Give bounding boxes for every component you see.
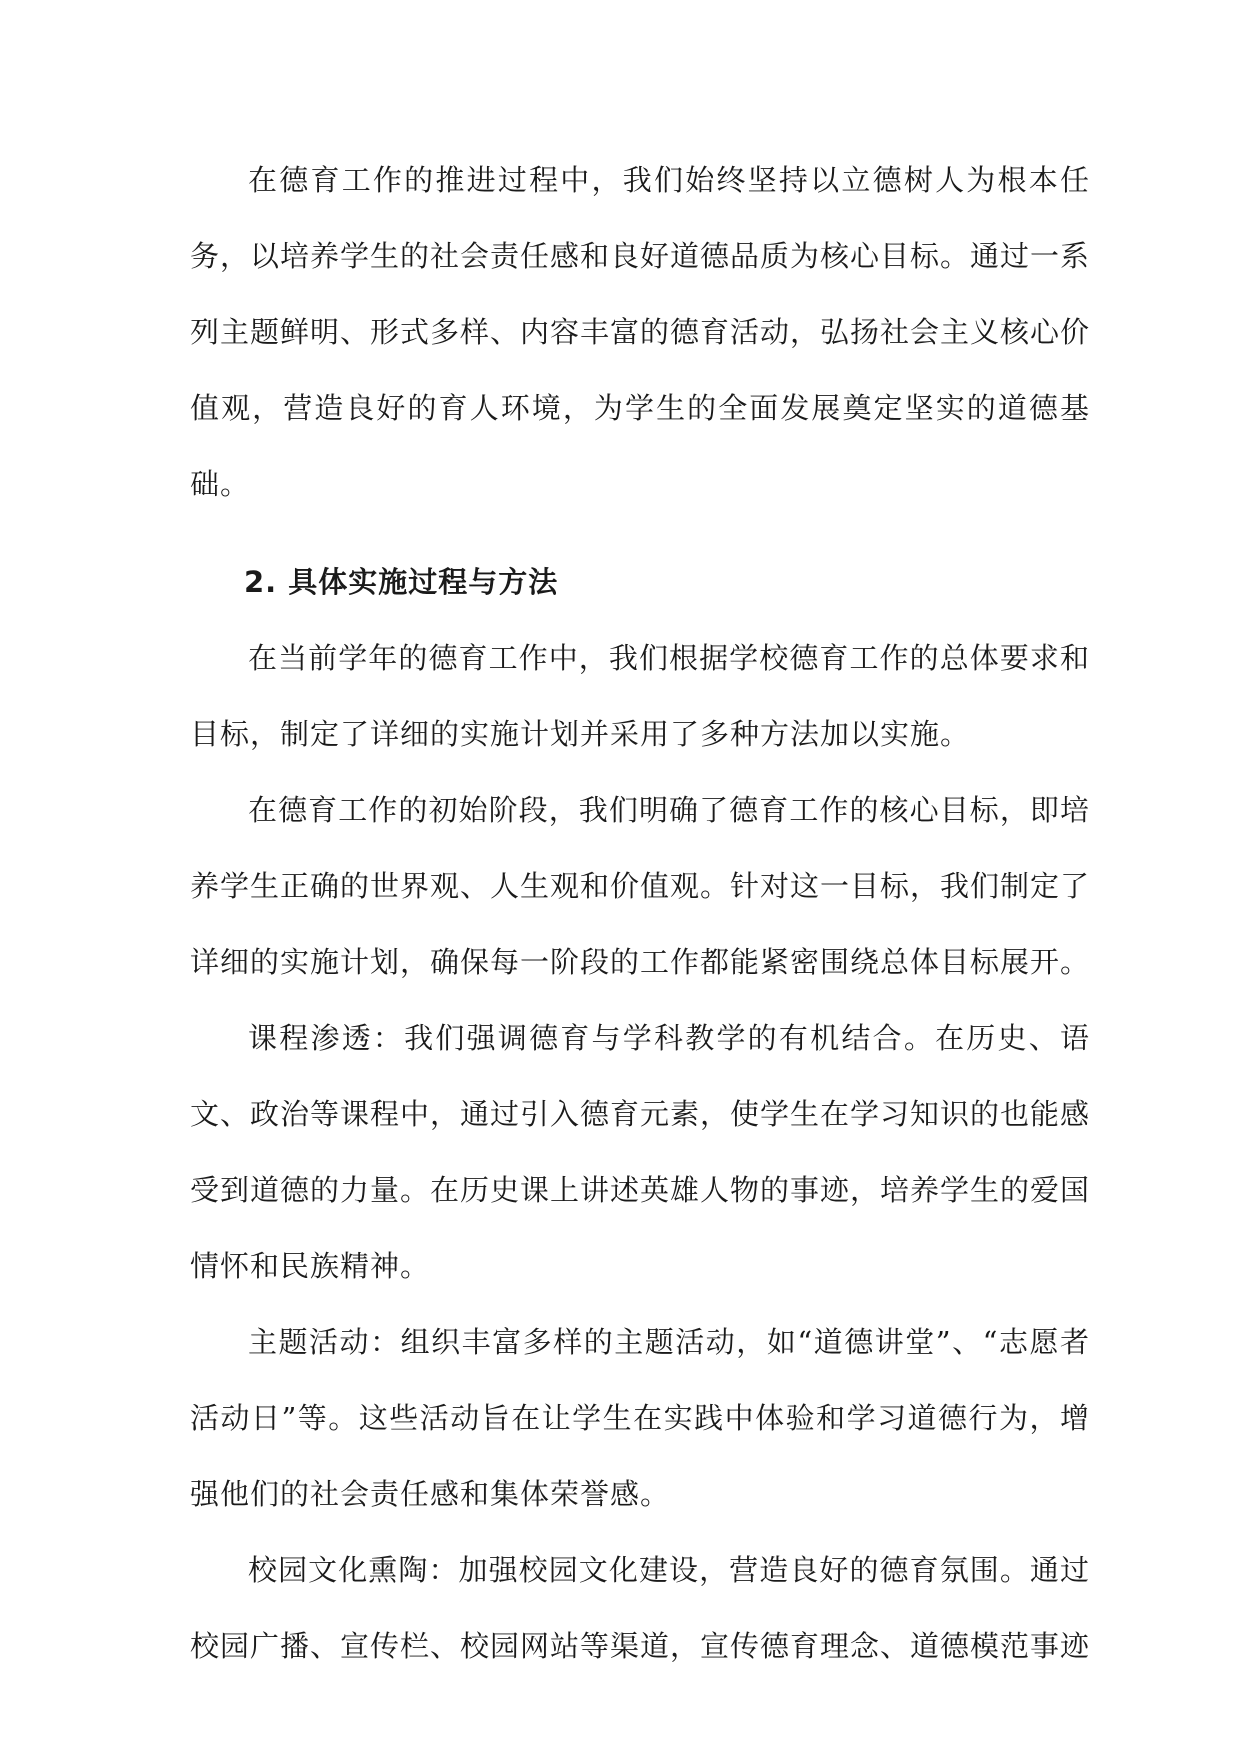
paragraph-course-integration: 课程渗透：我们强调德育与学科教学的有机结合。在历史、语文、政治等课程中，通过引入德育元素，使学生在学习知识的也能感受到道德的力量。在历史课上讲述英雄人物的事迹，培养学生的爱国情怀和民族精神。 (190, 1021, 1091, 1283)
document-body (190, 142, 1090, 1684)
section-heading: 2. 具体实施过程与方法 (244, 565, 559, 599)
paragraph-campus-culture: 校园文化熏陶：加强校园文化建设，营造良好的德育氛围。通过校园广播、宣传栏、校园网站等渠道，宣传德育理念、道德模范事迹 (190, 1553, 1091, 1663)
paragraph-1: 在当前学年的德育工作中，我们根据学校德育工作的总体要求和目标，制定了详细的实施计划并采用了多种方法加以实施。 (190, 641, 1090, 751)
paragraph-theme-activities: 主题活动：组织丰富多样的主题活动，如“道德讲堂”、“志愿者活动日”等。这些活动旨在让学生在实践中体验和学习道德行为，增强他们的社会责任感和集体荣誉感。 (190, 1325, 1090, 1511)
paragraph-intro: 在德育工作的推进过程中，我们始终坚持以立德树人为根本任务，以培养学生的社会责任感和良好道德品质为核心目标。通过一系列主题鲜明、形式多样、内容丰富的德育活动，弘扬社会主义核心价值观，营造良好的育人环境，为学生的全面发展奠定坚实的道德基础。 (190, 163, 1091, 501)
paragraph-2: 在德育工作的初始阶段，我们明确了德育工作的核心目标，即培养学生正确的世界观、人生观和价值观。针对这一目标，我们制定了详细的实施计划，确保每一阶段的工作都能紧密围绕总体目标展开。 (190, 793, 1091, 979)
